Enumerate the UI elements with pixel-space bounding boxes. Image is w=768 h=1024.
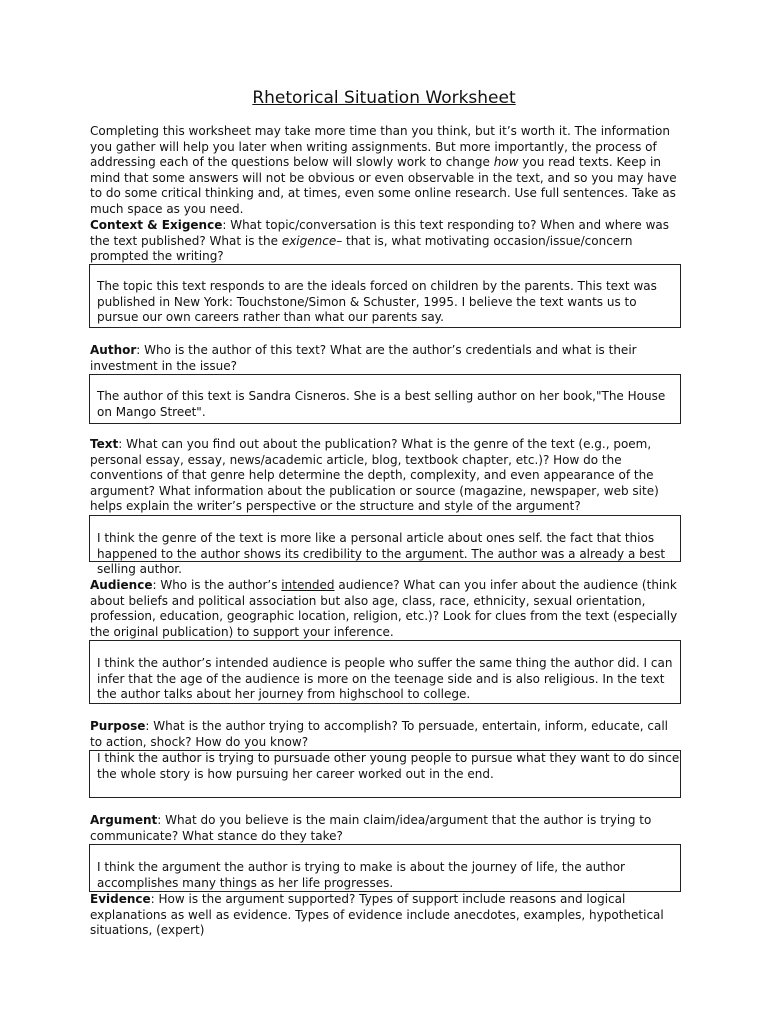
context-label: Context & Exigence: [90, 218, 223, 232]
author-label: Author: [90, 343, 137, 357]
text-label: Text: [90, 437, 119, 451]
author-question: [90, 343, 680, 374]
intro-paragraph: [90, 124, 680, 217]
author-answer-box[interactable]: The author of this text is Sandra Cisneros. She is a best selling author on her book,"The House on Mango Street".: [89, 374, 681, 424]
purpose-question: [90, 719, 680, 750]
audience-label: Audience: [90, 578, 153, 592]
audience-answer-box[interactable]: I think the author’s intended audience is people who suffer the same thing the author did. I can infer that the age of the audience is more on the teenage side and is also religious. In the text the author talks about her journey from highschool to college.: [89, 640, 681, 704]
context-answer-box[interactable]: The topic this text responds to are the ideals forced on children by the parents. This text was published in New York: Touchstone/Simon & Schuster, 1995. I believe the text wants us to pursue our own careers rather than what our parents say.: [89, 264, 681, 328]
text-question: [90, 437, 680, 515]
intro-text-2: you read texts. Keep in mind that some answers will not be obvious or even observable in the text, and so you may have to do some critical thinking and, at times, even some online research. Use full sentences. Take as much space as you need.: [90, 155, 677, 216]
evidence-question-text: : How is the argument supported? Types of support include reasons and logical explanations as well as evidence. Types of evidence include anecdotes, examples, hypothetical situations, (expert): [90, 892, 664, 937]
context-question: [90, 218, 680, 265]
audience-question: [90, 578, 680, 640]
context-question-text-1: : What topic/conversation is this text responding to? When and where was the text published? What is the: [90, 218, 670, 248]
audience-question-text-1: : Who is the author’s: [152, 578, 282, 592]
text-question-text: : What can you find out about the publication? What is the genre of the text (e.g., poem, personal essay, essay, news/academic article, blog, textbook chapter, etc.)? How do the conventions of that genre help determine the depth, complexity, and even appearance of the argument? What information about the publication or source (magazine, newspaper, web site) helps explain the writer’s perspective or the structure and style of the argument?: [90, 437, 659, 513]
argument-question: [90, 813, 680, 844]
evidence-question: [90, 892, 680, 939]
text-answer-box[interactable]: I think the genre of the text is more like a personal article about ones self. the fact that thios happened to the author shows its credibility to the argument. The author was a already a best selling author.: [89, 515, 681, 562]
audience-emphasis: intended: [281, 578, 335, 592]
author-question-text: : Who is the author of this text? What are the author’s credentials and what is their investment in the issue?: [90, 343, 637, 373]
purpose-question-text: : What is the author trying to accomplish? To persuade, entertain, inform, educate, call to action, shock? How do you know?: [90, 719, 669, 749]
intro-text-1: Completing this worksheet may take more time than you think, but it’s worth it. The information you gather will help you later when writing assignments. But more importantly, the process of addressing each of the questions below will slowly work to change: [90, 124, 670, 169]
purpose-answer-box[interactable]: I think the author is trying to pursuade other young people to pursue what they want to do since the whole story is how pursuing her career worked out in the end.: [89, 750, 681, 798]
context-emphasis: exigence: [281, 233, 337, 248]
purpose-label: Purpose: [90, 719, 146, 733]
context-question-text-2: – that is, what motivating occasion/issue/concern prompted the writing?: [90, 233, 633, 263]
argument-question-text: : What do you believe is the main claim/idea/argument that the author is trying to communicate? What stance do they take?: [90, 813, 652, 843]
audience-question-text-2: audience? What can you infer about the audience (think about beliefs and political association but also age, class, race, ethnicity, sexual orientation, profession, education, geographic location, religion, etc.)? Look for clues from the text (especially the original publication) to support your inference.: [90, 578, 678, 639]
argument-answer-box[interactable]: I think the argument the author is trying to make is about the journey of life, the author accomplishes many things as her life progresses.: [89, 844, 681, 892]
page-title: Rhetorical Situation Worksheet: [252, 88, 516, 108]
intro-emphasis: how: [493, 155, 519, 169]
evidence-label: Evidence: [90, 892, 151, 906]
argument-label: Argument: [90, 813, 158, 827]
